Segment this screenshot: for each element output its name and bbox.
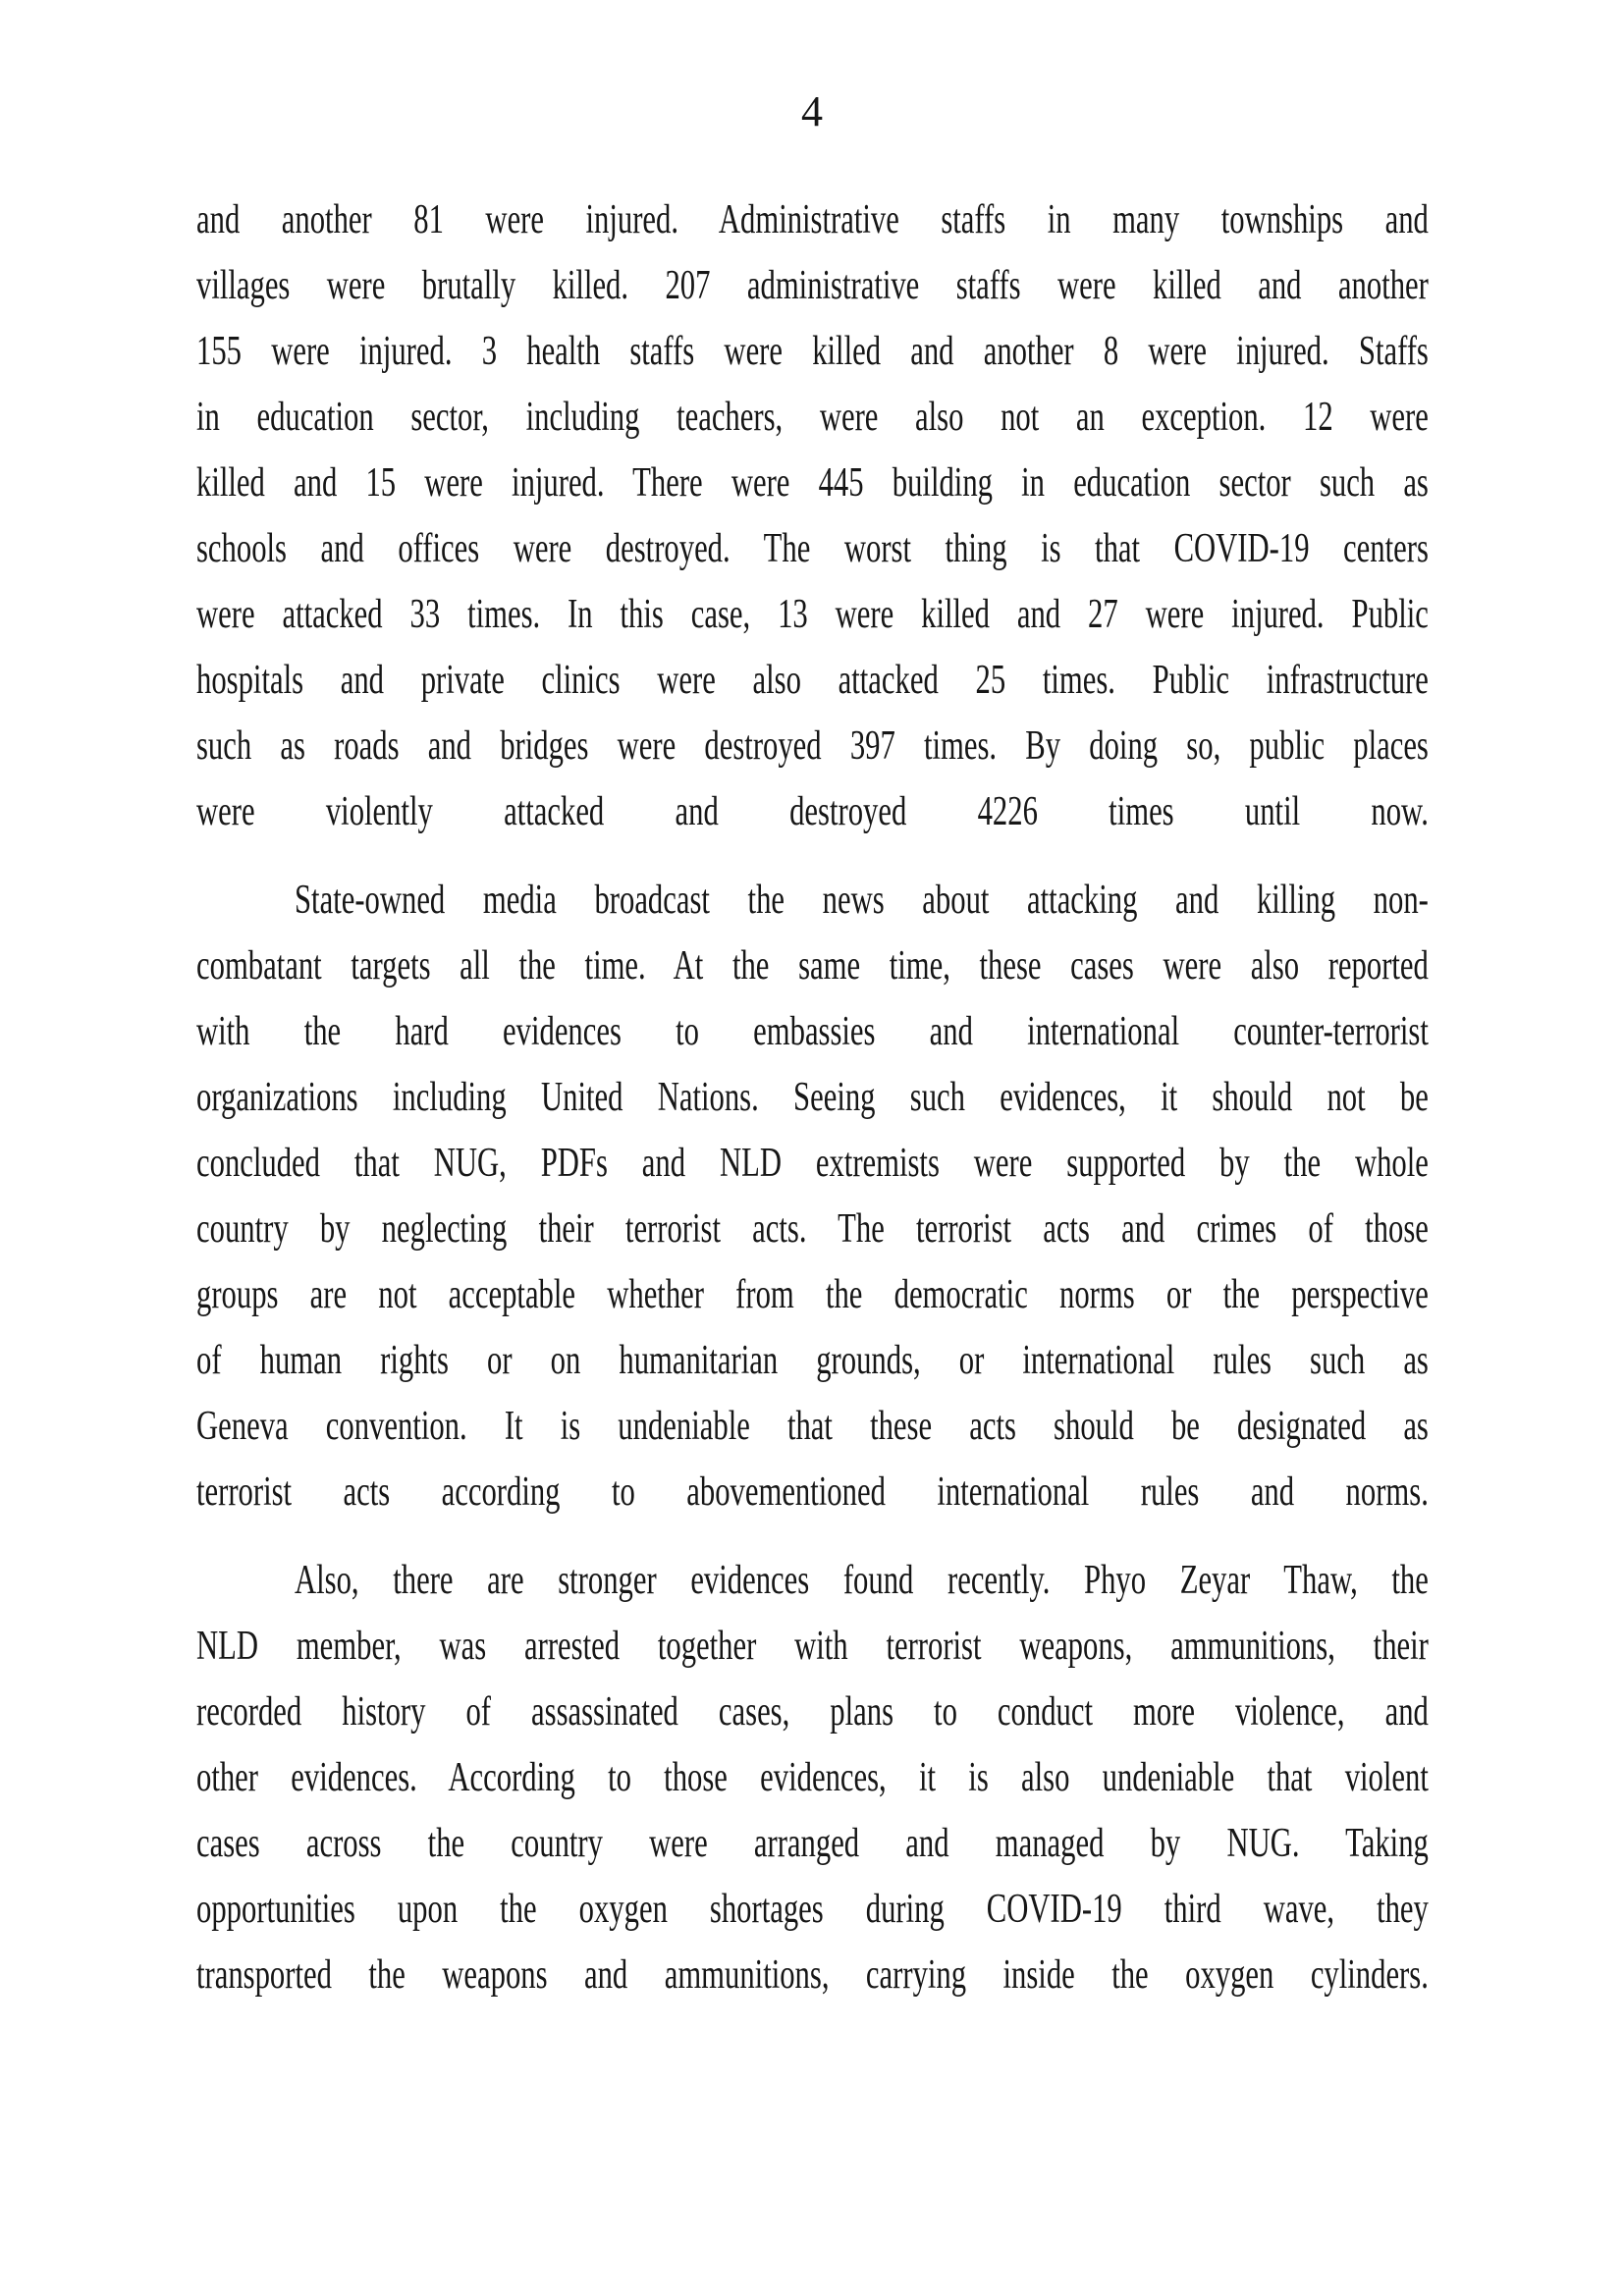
page-number: 4 [801, 87, 823, 135]
text-line: opportunities upon the oxygen shortages during COVID-19 third wave, they [196, 1887, 1429, 1932]
text-line: in education sector, including teachers, were also not an exception. 12 were [196, 395, 1429, 440]
text-line: NLD member, was arrested together with terrorist weapons, ammunitions, their [196, 1624, 1429, 1669]
text-line: villages were brutally killed. 207 administrative staffs were killed and another [196, 263, 1429, 308]
paragraph [196, 1548, 1429, 2008]
paragraph [196, 187, 1429, 845]
text-line: terrorist acts according to abovementioned international rules and norms. [196, 1469, 1429, 1515]
text-line: killed and 15 were injured. There were 445 building in education sector such as [196, 460, 1429, 506]
text-line: Also, there are stronger evidences found recently. Phyo Zeyar Thaw, the [295, 1558, 1429, 1603]
text-line: were attacked 33 times. In this case, 13 were killed and 27 were injured. Public [196, 592, 1429, 637]
text-line: State-owned media broadcast the news about attacking and killing non- [295, 878, 1429, 923]
document-body [196, 187, 1429, 2008]
text-line: schools and offices were destroyed. The worst thing is that COVID-19 centers [196, 526, 1429, 571]
text-line: such as roads and bridges were destroyed 397 times. By doing so, public places [196, 723, 1429, 769]
text-line: organizations including United Nations. Seeing such evidences, it should not be [196, 1075, 1429, 1120]
text-line: transported the weapons and ammunitions, carrying inside the oxygen cylinders. [196, 1952, 1429, 1998]
text-line: with the hard evidences to embassies and international counter-terrorist [196, 1009, 1429, 1054]
text-line: and another 81 were injured. Administrative staffs in many townships and [196, 197, 1429, 242]
text-line: hospitals and private clinics were also attacked 25 times. Public infrastructure [196, 658, 1429, 703]
text-line: groups are not acceptable whether from the democratic norms or the perspective [196, 1272, 1429, 1317]
text-line: recorded history of assassinated cases, plans to conduct more violence, and [196, 1689, 1429, 1735]
text-line: of human rights or on humanitarian grounds, or international rules such as [196, 1338, 1429, 1383]
text-line: were violently attacked and destroyed 4226 times until now. [196, 789, 1429, 834]
text-line: 155 were injured. 3 health staffs were killed and another 8 were injured. Staffs [196, 329, 1429, 374]
text-line: other evidences. According to those evidences, it is also undeniable that violent [196, 1755, 1429, 1800]
text-line: combatant targets all the time. At the same time, these cases were also reported [196, 943, 1429, 988]
paragraph [196, 868, 1429, 1525]
text-line: Geneva convention. It is undeniable that these acts should be designated as [196, 1404, 1429, 1449]
text-line: cases across the country were arranged and managed by NUG. Taking [196, 1821, 1429, 1866]
text-line: concluded that NUG, PDFs and NLD extremists were supported by the whole [196, 1141, 1429, 1186]
text-line: country by neglecting their terrorist acts. The terrorist acts and crimes of those [196, 1206, 1429, 1252]
